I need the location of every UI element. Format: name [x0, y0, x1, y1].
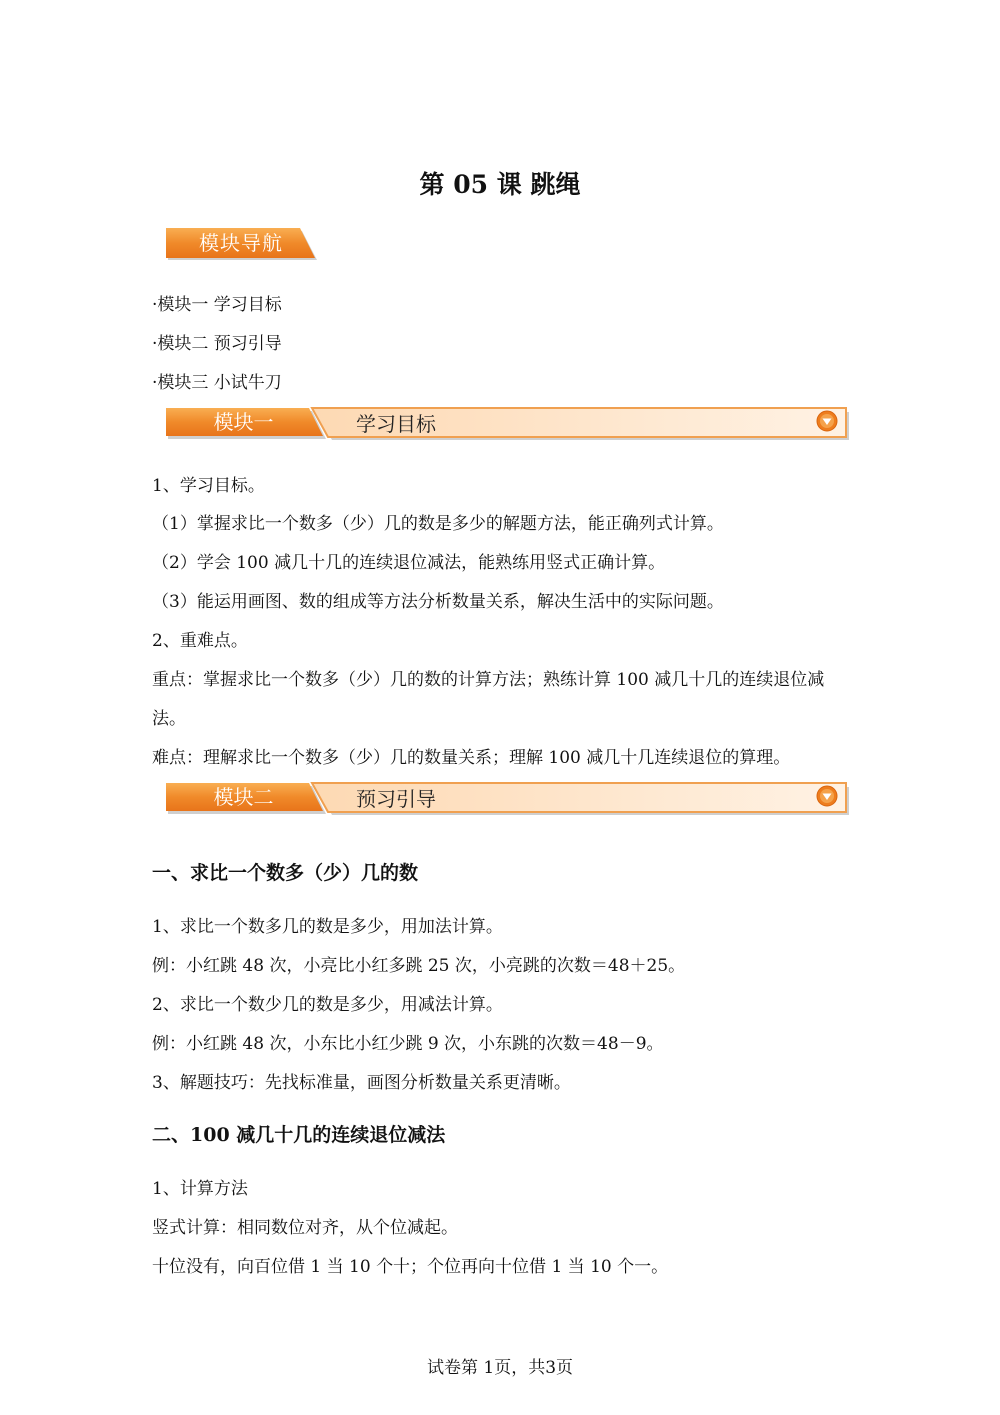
module2-banner — [166, 782, 850, 816]
chevron-down-icon — [816, 785, 838, 807]
key-point-text: 重点：掌握求比一个数多（少）几的数的计算方法；熟练计算 100 减几十几的连续退位减 — [152, 670, 825, 690]
section-heading-1: 一、求比一个数多（少）几的数 — [152, 862, 419, 884]
module1-subtitle: 学习目标 — [356, 412, 436, 436]
key-points-heading: 2、重难点。 — [152, 631, 248, 651]
chevron-down-icon — [816, 410, 838, 432]
nav-item-module1: ·模块一 学习目标 — [152, 295, 282, 315]
section-heading-2: 二、100 减几十几的连续退位减法 — [152, 1124, 446, 1146]
objective-item-2: （2）学会 100 减几十几的连续退位减法，能熟练用竖式正确计算。 — [152, 553, 666, 573]
nav-item-module2: ·模块二 预习引导 — [152, 334, 282, 354]
objective-heading: 1、学习目标。 — [152, 476, 265, 496]
module1-label: 模块一 — [213, 410, 274, 434]
section1-line-4: 例：小红跳 48 次，小东比小红少跳 9 次，小东跳的次数＝48－9。 — [152, 1034, 664, 1054]
section1-line-2: 例：小红跳 48 次，小亮比小红多跳 25 次，小亮跳的次数＝48＋25。 — [152, 956, 686, 976]
module2-subtitle: 预习引导 — [356, 787, 436, 811]
nav-tab-label: 模块导航 — [199, 231, 283, 255]
module1-banner — [166, 407, 850, 441]
page-footer: 试卷第 1页，共3页 — [426, 1358, 574, 1378]
difficult-point-text: 难点：理解求比一个数多（少）几的数量关系；理解 100 减几十几连续退位的算理。 — [152, 748, 791, 768]
module-nav-tab — [166, 228, 318, 261]
section2-line-2: 竖式计算：相同数位对齐，从个位减起。 — [152, 1218, 458, 1238]
objective-item-1: （1）掌握求比一个数多（少）几的数是多少的解题方法，能正确列式计算。 — [152, 514, 724, 534]
module2-label: 模块二 — [213, 785, 274, 809]
section1-line-5: 3、解题技巧：先找标准量，画图分析数量关系更清晰。 — [152, 1073, 571, 1093]
section1-line-1: 1、求比一个数多几的数是多少，用加法计算。 — [152, 917, 503, 937]
objective-item-3: （3）能运用画图、数的组成等方法分析数量关系，解决生活中的实际问题。 — [152, 592, 724, 612]
nav-item-module3: ·模块三 小试牛刀 — [152, 373, 282, 393]
page-title: 第 05 课 跳绳 — [419, 170, 581, 199]
section2-line-1: 1、计算方法 — [152, 1179, 248, 1199]
section2-line-3: 十位没有，向百位借 1 当 10 个十；个位再向十位借 1 当 10 个一。 — [152, 1257, 669, 1277]
section1-line-3: 2、求比一个数少几的数是多少，用减法计算。 — [152, 995, 503, 1015]
key-point-text-cont: 法。 — [152, 709, 186, 729]
